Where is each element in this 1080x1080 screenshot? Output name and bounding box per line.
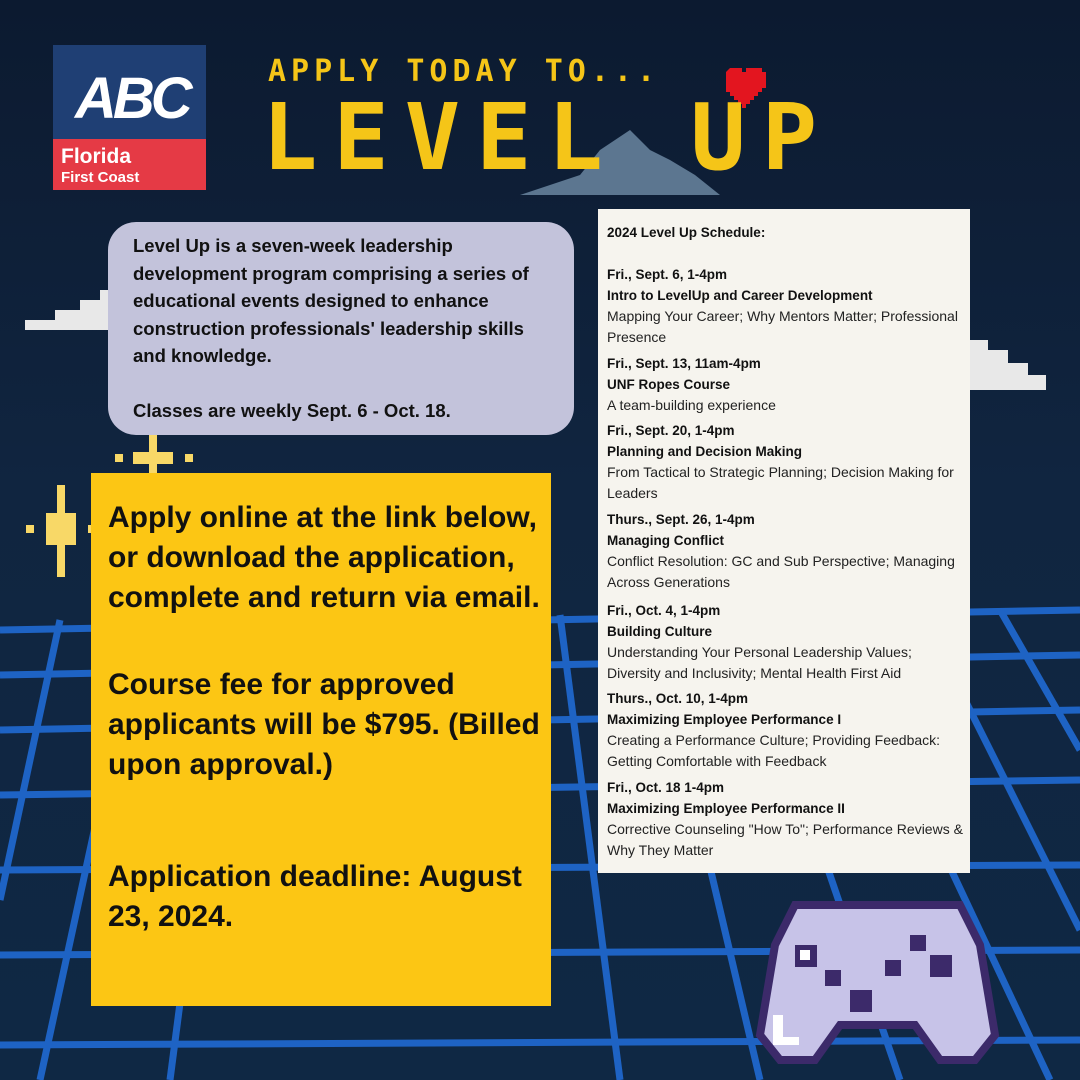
logo-line2: First Coast bbox=[61, 169, 140, 186]
schedule-item bbox=[607, 777, 965, 861]
deadline-text: Application deadline: August 23, 2024. bbox=[108, 860, 522, 933]
schedule-session-desc: Conflict Resolution: GC and Sub Perspective; Managing Across Generations bbox=[607, 553, 955, 590]
cloud-icon bbox=[968, 335, 1048, 395]
tagline: APPLY TODAY TO... bbox=[268, 54, 661, 89]
schedule-session-desc: Understanding Your Personal Leadership Values; Diversity and Inclusivity; Mental Health First Aid bbox=[607, 644, 912, 681]
page-title: LEVEL UP bbox=[262, 84, 834, 191]
logo-brand: ABC bbox=[75, 66, 189, 131]
intro-classes: Classes are weekly Sept. 6 - Oct. 18. bbox=[133, 400, 451, 421]
schedule-session-desc: A team-building experience bbox=[607, 397, 776, 413]
schedule-date: Fri., Sept. 20, 1-4pm bbox=[607, 423, 735, 438]
schedule-item bbox=[607, 353, 965, 416]
schedule-session-title: Building Culture bbox=[607, 624, 712, 639]
intro-description: Level Up is a seven-week leadership development program comprising a series of educational events designed to enhance construction professionals' leadership skills and knowledge. bbox=[133, 235, 529, 366]
schedule-session-title: Managing Conflict bbox=[607, 533, 724, 548]
schedule-item bbox=[607, 509, 965, 593]
schedule-session-desc: Creating a Performance Culture; Providing Feedback: Getting Comfortable with Feedback bbox=[607, 732, 941, 769]
schedule-panel bbox=[598, 209, 970, 873]
schedule-date: Thurs., Sept. 26, 1-4pm bbox=[607, 512, 755, 527]
schedule-session-title: Intro to LevelUp and Career Development bbox=[607, 288, 873, 303]
fee-text: Course fee for approved applicants will be $795. (Billed upon approval.) bbox=[108, 668, 540, 781]
sparkle-icon bbox=[26, 485, 96, 577]
apply-text: Apply online at the link below, or download the application, complete and return via email. bbox=[108, 501, 540, 614]
schedule-title: 2024 Level Up Schedule: bbox=[607, 225, 766, 240]
schedule-date: Fri., Sept. 6, 1-4pm bbox=[607, 267, 728, 282]
schedule-session-desc: Mapping Your Career; Why Mentors Matter; Professional Presence bbox=[607, 308, 958, 345]
logo-line1: Florida bbox=[61, 145, 132, 168]
game-controller-icon bbox=[755, 885, 1000, 1070]
schedule-session-desc: Corrective Counseling "How To"; Performance Reviews & Why They Matter bbox=[607, 821, 963, 858]
intro-bubble bbox=[108, 222, 574, 435]
schedule-item bbox=[607, 688, 965, 772]
schedule-date: Thurs., Oct. 10, 1-4pm bbox=[607, 691, 749, 706]
cta-box bbox=[91, 473, 551, 1006]
schedule-date: Fri., Sept. 13, 11am-4pm bbox=[607, 356, 761, 371]
schedule-session-title: Planning and Decision Making bbox=[607, 444, 803, 459]
schedule-date: Fri., Oct. 4, 1-4pm bbox=[607, 603, 721, 618]
schedule-item bbox=[607, 420, 965, 504]
schedule-item bbox=[607, 264, 965, 348]
schedule-session-title: Maximizing Employee Performance II bbox=[607, 801, 845, 816]
schedule-item bbox=[607, 600, 965, 684]
schedule-session-title: UNF Ropes Course bbox=[607, 377, 731, 392]
schedule-date: Fri., Oct. 18 1-4pm bbox=[607, 780, 725, 795]
schedule-session-desc: From Tactical to Strategic Planning; Decision Making for Leaders bbox=[607, 464, 954, 501]
abc-logo bbox=[53, 45, 206, 190]
schedule-session-title: Maximizing Employee Performance I bbox=[607, 712, 842, 727]
